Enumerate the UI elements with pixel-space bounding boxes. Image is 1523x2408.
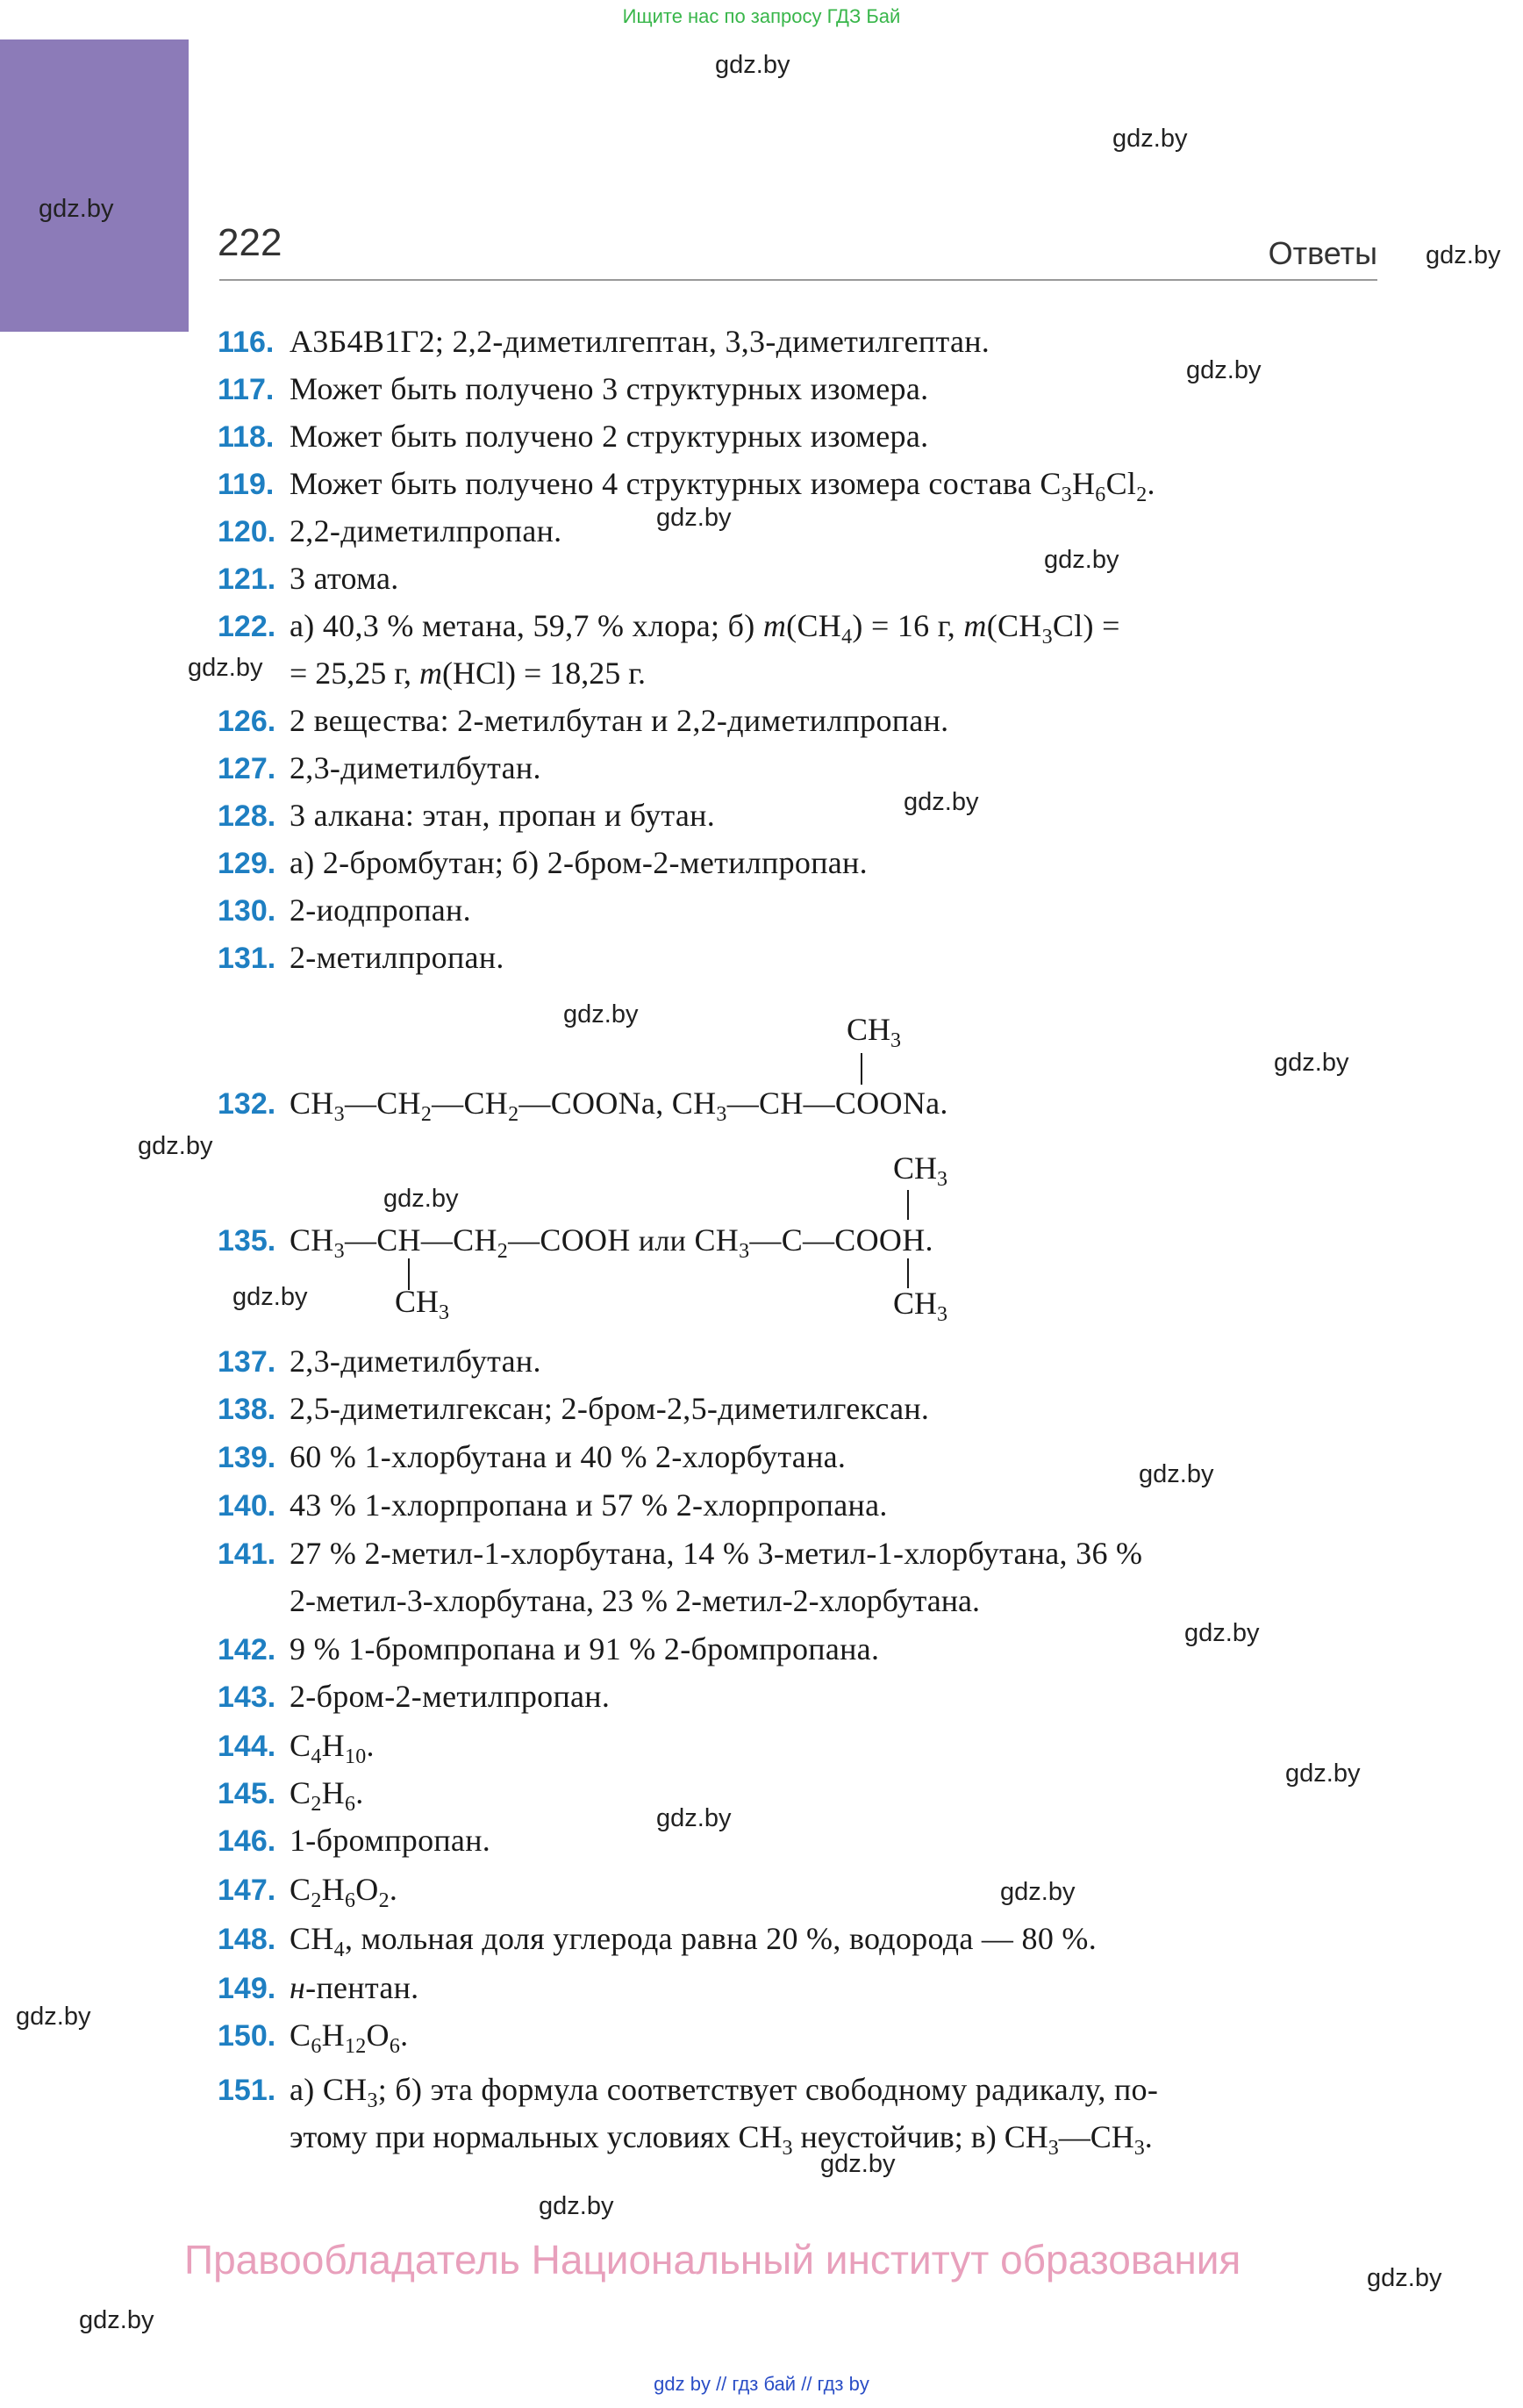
answer-number: 126. xyxy=(218,705,276,738)
answer-number: 140. xyxy=(218,1489,276,1523)
answer-text: а) 40,3 % метана, 59,7 % хлора; б) $m(CH_4) = 16$ г, $m(CH_3Cl)$ = xyxy=(290,608,1120,649)
answer-127 xyxy=(218,744,1384,792)
structural-formula: $CH_3—CH_2—CH_2—COONa$, $CH_3—CH—COONa$. xyxy=(290,1086,948,1126)
watermark: gdz.by xyxy=(563,1000,639,1028)
answer-text: 2,5-диметилгексан; 2-бром-2,5-диметилгексан. xyxy=(290,1391,930,1426)
answer-text: 3 алкана: этан, пропан и бутан. xyxy=(290,798,715,833)
answer-138 xyxy=(218,1385,1384,1433)
watermark: gdz.by xyxy=(1139,1460,1214,1488)
formula-substituent: $CH_3$ xyxy=(893,1286,948,1326)
watermark: gdz.by xyxy=(820,2150,896,2178)
answer-text: а) $CH_3$; б) эта формула соответствует свободному радикалу, по- xyxy=(290,2072,1159,2112)
watermark: gdz.by xyxy=(1186,356,1262,384)
answer-text: 3 атома. xyxy=(290,561,399,596)
answer-text: 43 % 1-хлорпропана и 57 % 2-хлорпропана. xyxy=(290,1487,888,1523)
answer-text: 2-метилпропан. xyxy=(290,940,504,975)
answer-129 xyxy=(218,839,1384,887)
answer-151 xyxy=(218,2066,1384,2114)
answer-149 xyxy=(218,1964,1384,2012)
answer-number: 142. xyxy=(218,1633,276,1666)
section-title: Ответы xyxy=(1268,235,1377,271)
answer-118 xyxy=(218,412,1384,461)
watermark: gdz.by xyxy=(16,2003,91,2031)
answer-text xyxy=(290,1964,419,2011)
watermark: gdz.by xyxy=(539,2192,614,2220)
answer-number: 130. xyxy=(218,894,276,928)
answer-number: 132. xyxy=(218,1087,276,1121)
answer-number: 144. xyxy=(218,1730,276,1763)
watermark: gdz.by xyxy=(656,1804,732,1832)
answer-119 xyxy=(218,460,1384,508)
answer-number: 146. xyxy=(218,1824,276,1858)
watermark: gdz.by xyxy=(79,2306,154,2334)
answer-146 xyxy=(218,1817,1384,1865)
answer-150 xyxy=(218,2011,1384,2060)
watermark: gdz.by xyxy=(138,1132,213,1160)
answer-number: 122. xyxy=(218,610,276,643)
answer-number: 119. xyxy=(218,468,275,501)
watermark: gdz.by xyxy=(383,1185,459,1213)
answer-number: 128. xyxy=(218,799,276,833)
answer-147 xyxy=(218,1866,1384,1914)
watermark: gdz.by xyxy=(1112,125,1188,153)
answer-text: Может быть получено 3 структурных изомера. xyxy=(290,371,929,406)
watermark: gdz.by xyxy=(715,51,790,79)
answer-149-prefix: н xyxy=(290,1970,306,2005)
answer-number: 138. xyxy=(218,1393,276,1426)
answer-126 xyxy=(218,697,1384,745)
answer-number: 131. xyxy=(218,942,276,975)
answer-number: 148. xyxy=(218,1923,276,1956)
or-word: или xyxy=(638,1225,687,1258)
answer-151-c: этому при нормальных условиях CH xyxy=(290,2119,783,2154)
answer-139 xyxy=(218,1433,1384,1481)
watermark: gdz.by xyxy=(1367,2264,1442,2292)
answer-number: 147. xyxy=(218,1874,276,1907)
bond-line xyxy=(907,1190,909,1220)
answer-148-text: , мольная доля углерода равна 20 %, водорода — 80 %. xyxy=(344,1921,1098,1956)
copyright-notice: Правообладатель Национальный институт образования xyxy=(184,2237,1241,2283)
answer-text: 2 вещества: 2-метилбутан и 2,2-диметилпропан. xyxy=(290,703,949,738)
answer-120 xyxy=(218,507,1384,555)
bond-line xyxy=(907,1258,909,1288)
answer-141-continued: 2-метил-3-хлорбутана, 23 % 2-метил-2-хлорбутана. xyxy=(290,1583,980,1618)
formula-substituent: $CH_3$ xyxy=(847,1012,902,1052)
answer-text: 2,3-диметилбутан. xyxy=(290,750,541,785)
answer-132 xyxy=(218,1079,1384,1128)
answer-151-a: а) CH xyxy=(290,2072,368,2107)
answer-text: 2-бром-2-метилпропан. xyxy=(290,1679,611,1714)
watermark: gdz.by xyxy=(1044,546,1119,574)
watermark: gdz.by xyxy=(1000,1878,1076,1906)
answer-number: 143. xyxy=(218,1681,276,1714)
answer-151-b: ; б) эта формула соответствует свободному радикалу, по- xyxy=(377,2072,1159,2107)
answer-140 xyxy=(218,1481,1384,1530)
answer-text: Может быть получено 4 структурных изомера состава $C_3H_6Cl_2$. xyxy=(290,466,1155,506)
answer-text: 2,3-диметилбутан. xyxy=(290,1344,541,1379)
answer-number: 150. xyxy=(218,2019,276,2053)
answer-number: 121. xyxy=(218,563,276,596)
answer-number: 135. xyxy=(218,1224,276,1258)
answer-text: А3Б4В1Г2; 2,2-диметилгептан, 3,3-диметилгептан. xyxy=(290,324,990,359)
answer-151-continued: этому при нормальных условиях $CH_3$ неустойчив; в) $CH_3—CH_3$. xyxy=(290,2119,1153,2160)
watermark: gdz.by xyxy=(188,654,263,682)
answer-number: 127. xyxy=(218,752,276,785)
answer-145 xyxy=(218,1769,1384,1817)
answer-144 xyxy=(218,1722,1384,1770)
watermark: gdz.by xyxy=(904,788,979,816)
structural-formula: $CH_3—CH—CH_2—COOH$ или $CH_3—C—COOH$. xyxy=(290,1222,933,1263)
bond-line xyxy=(861,1053,862,1085)
answer-text: $CH_4$, мольная доля углерода равна 20 %, водорода — 80 %. xyxy=(290,1921,1098,1961)
answer-122-continued: = 25,25 г, m(HCl) = 18,25 г. xyxy=(290,656,647,691)
answer-142 xyxy=(218,1625,1384,1673)
answer-135 xyxy=(218,1216,1384,1265)
answer-text: 9 % 1-бромпропана и 91 % 2-бромпропана. xyxy=(290,1631,880,1666)
answer-number: 145. xyxy=(218,1777,276,1810)
answer-151-d: неустойчив; в) CH xyxy=(792,2119,1048,2154)
answer-131 xyxy=(218,934,1384,982)
answer-text: 60 % 1-хлорбутана и 40 % 2-хлорбутана. xyxy=(290,1439,847,1474)
answer-number: 141. xyxy=(218,1537,276,1571)
watermark: gdz.by xyxy=(1285,1759,1361,1788)
answer-130 xyxy=(218,886,1384,935)
answer-148 xyxy=(218,1915,1384,1963)
watermark: gdz.by xyxy=(1184,1619,1260,1647)
answer-formula: $C_2H_6$. xyxy=(290,1775,364,1816)
answer-text: 2,2-диметилпропан. xyxy=(290,513,562,548)
answer-formula: $C_4H_{10}$. xyxy=(290,1728,375,1768)
answer-137 xyxy=(218,1337,1384,1386)
answer-143 xyxy=(218,1673,1384,1721)
answer-text: 2-иодпропан. xyxy=(290,892,471,928)
answer-149-text: -пентан. xyxy=(305,1970,419,2005)
answer-122 xyxy=(218,602,1384,650)
answer-number: 151. xyxy=(218,2074,276,2107)
answer-text: Может быть получено 2 структурных изомера. xyxy=(290,419,929,454)
answer-number: 137. xyxy=(218,1345,276,1379)
answer-number: 116. xyxy=(218,326,275,359)
watermark: gdz.by xyxy=(39,195,114,223)
answer-formula: $C_6H_{12}O_6$. xyxy=(290,2017,409,2058)
answer-121 xyxy=(218,555,1384,603)
watermark: gdz.by xyxy=(656,504,732,532)
watermark: gdz.by xyxy=(1426,241,1501,269)
answer-141 xyxy=(218,1530,1384,1578)
answer-116 xyxy=(218,318,1384,366)
top-banner[interactable]: Ищите нас по запросу ГДЗ Бай xyxy=(622,5,901,27)
answer-number: 149. xyxy=(218,1972,276,2005)
answer-117 xyxy=(218,365,1384,413)
answer-text: а) 2-бромбутан; б) 2-бром-2-метилпропан. xyxy=(290,845,868,880)
answer-text: 1-бромпропан. xyxy=(290,1823,491,1858)
bottom-links[interactable]: gdz by // гдз бай // гдз by xyxy=(654,2373,869,2395)
answer-number: 120. xyxy=(218,515,276,548)
answer-number: 117. xyxy=(218,373,275,406)
answer-text: 27 % 2-метил-1-хлорбутана, 14 % 3-метил-1-хлорбутана, 36 % xyxy=(290,1536,1143,1571)
watermark: gdz.by xyxy=(1274,1049,1349,1077)
answer-number: 129. xyxy=(218,847,276,880)
answer-number: 139. xyxy=(218,1441,276,1474)
watermark: gdz.by xyxy=(232,1283,308,1311)
answer-formula: $C_2H_6O_2$. xyxy=(290,1872,398,1912)
formula-substituent: $CH_3$ xyxy=(893,1150,948,1191)
answer-128 xyxy=(218,792,1384,840)
page-number: 222 xyxy=(218,221,282,264)
answer-number: 118. xyxy=(218,420,275,454)
formula-substituent: $CH_3$ xyxy=(395,1284,450,1324)
